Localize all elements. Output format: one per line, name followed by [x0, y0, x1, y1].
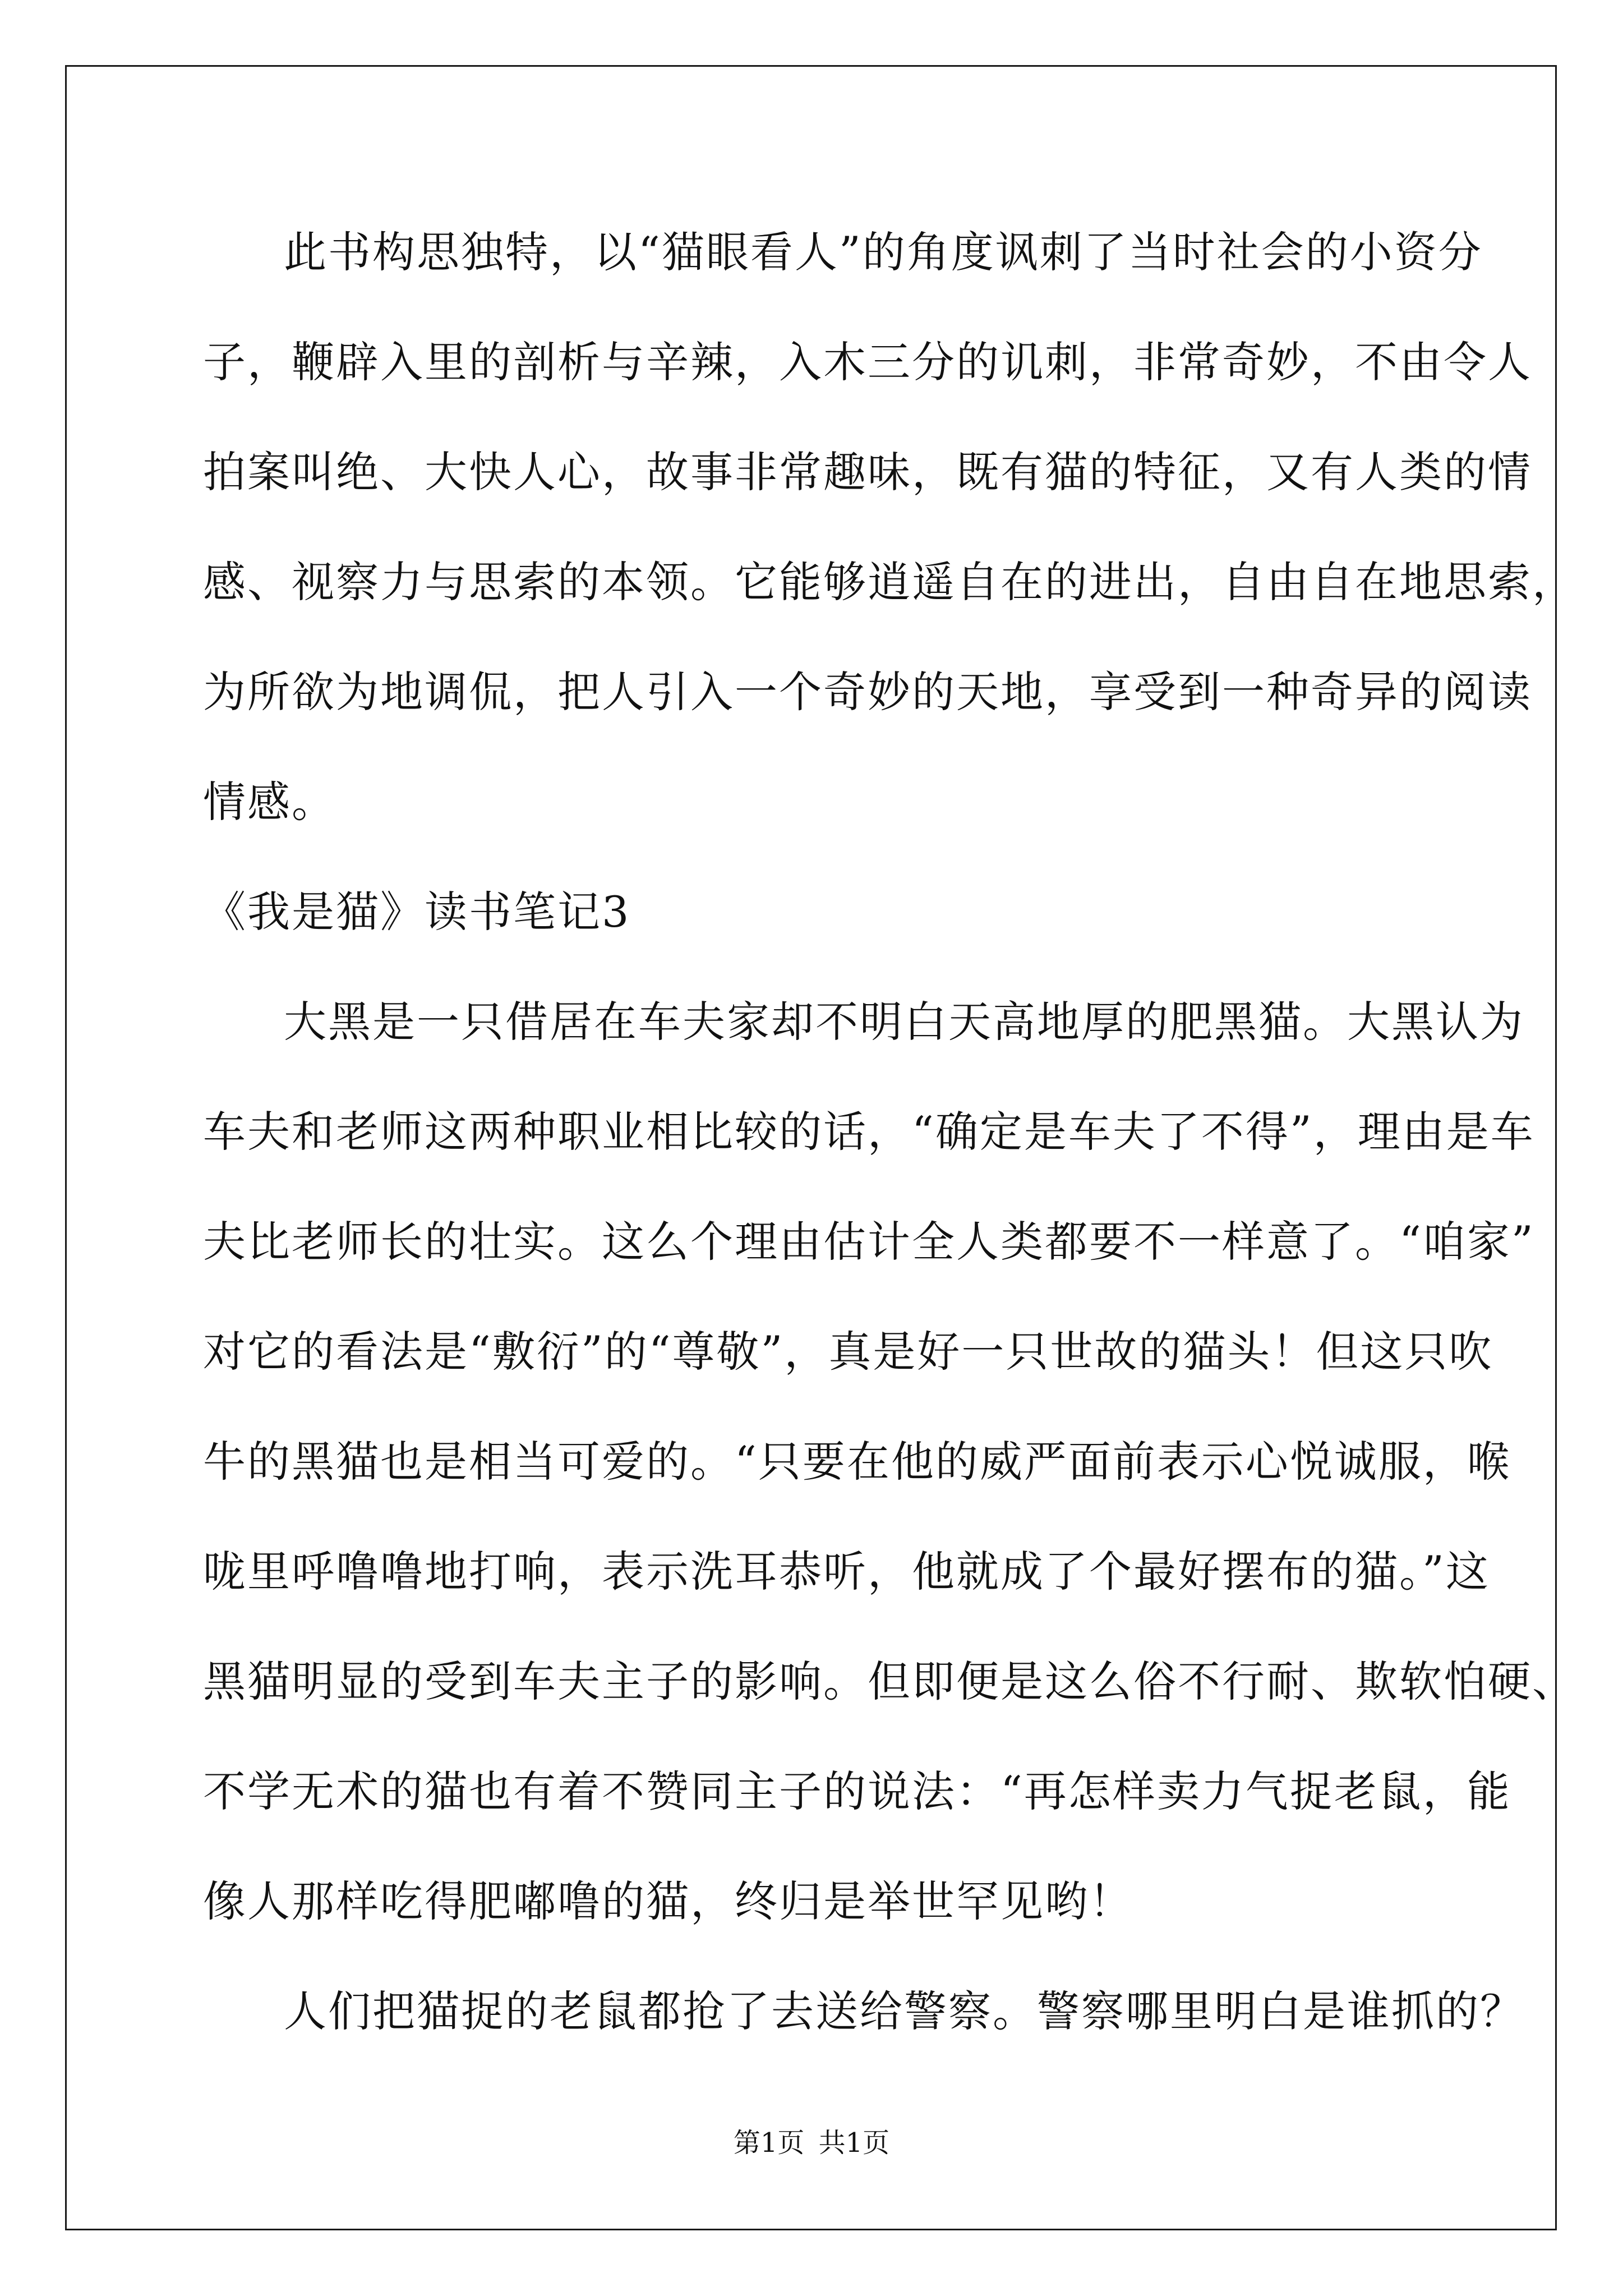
text-line-4: 感、视察力与思索的本领。它能够逍遥自在的进出，自由自在地思索，	[203, 557, 1576, 607]
text-line-6: 情感。	[203, 777, 336, 827]
text-line-11: 对它的看法是“敷衍”的“尊敬”，真是好一只世故的猫头！但这只吹	[203, 1327, 1493, 1377]
text-line-8: 大黑是一只借居在车夫家却不明白天高地厚的肥黑猫。大黑认为	[284, 997, 1524, 1047]
text-line-17: 人们把猫捉的老鼠都抢了去送给警察。警察哪里明白是谁抓的？	[284, 1986, 1524, 2036]
text-line-9: 车夫和老师这两种职业相比较的话，“确定是车夫了不得”，理由是车	[203, 1107, 1535, 1157]
page-number-footer: 第1页 共1页	[733, 2127, 890, 2159]
text-line-3: 拍案叫绝、大快人心，故事非常趣味，既有猫的特征，又有人类的情	[203, 447, 1532, 497]
text-line-14: 黑猫明显的受到车夫主子的影响。但即便是这么俗不行耐、欺软怕硬、	[203, 1657, 1576, 1706]
text-line-15: 不学无术的猫也有着不赞同主子的说法：“再怎样卖力气捉老鼠，能	[203, 1766, 1511, 1816]
text-line-10: 夫比老师长的壮实。这么个理由估计全人类都要不一样意了。“咱家”	[203, 1217, 1535, 1267]
text-line-12: 牛的黑猫也是相当可爱的。“只要在他的威严面前表示心悦诚服，喉	[203, 1437, 1511, 1487]
text-line-13: 咙里呼噜噜地打响，表示洗耳恭听，他就成了个最好摆布的猫。”这	[203, 1547, 1490, 1596]
document-body	[203, 213, 1576, 2082]
section-heading: 《我是猫》读书笔记3	[203, 887, 631, 937]
text-line-5: 为所欲为地调侃，把人引入一个奇妙的天地，享受到一种奇异的阅读	[203, 667, 1532, 717]
text-line-16: 像人那样吃得肥嘟噜的猫，终归是举世罕见哟！	[203, 1876, 1133, 1926]
text-line-2: 子，鞭辟入里的剖析与辛辣，入木三分的讥刺，非常奇妙，不由令人	[203, 337, 1532, 387]
text-line-1: 此书构思独特，以“猫眼看人”的角度讽刺了当时社会的小资分	[284, 227, 1483, 277]
